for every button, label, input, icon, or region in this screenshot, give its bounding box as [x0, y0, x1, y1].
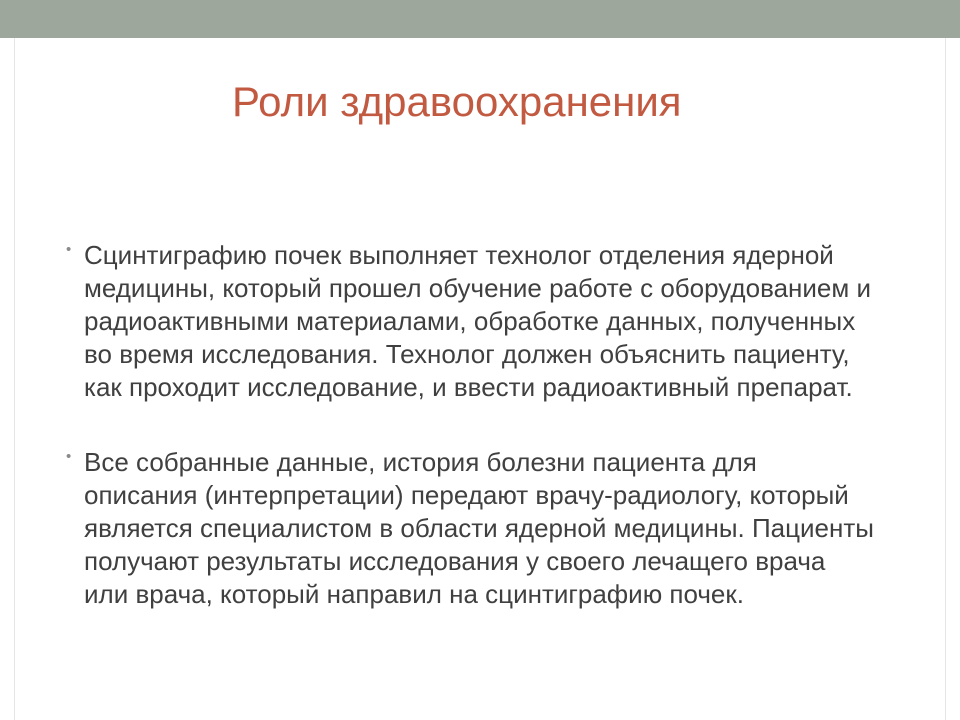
paragraph-line: во время исследования. Технолог должен объяснить пациенту, — [84, 339, 850, 369]
paragraph-line: получают результаты исследования у своего лечащего врача — [84, 546, 826, 576]
bullet-paragraph-1 — [66, 239, 934, 404]
paragraph-line: медицины, который прошел обучение работе с оборудованием и — [84, 273, 872, 303]
paragraph-line: или врача, который направил на сцинтиграфию почек. — [84, 579, 744, 609]
slide-title: Роли здравоохранения — [232, 78, 682, 125]
slide-top-bar — [0, 0, 960, 38]
bullet-dot-icon: • — [66, 241, 72, 258]
bullet-dot-icon: • — [66, 448, 72, 465]
paragraph-line: как проходит исследование, и ввести радиоактивный препарат. — [84, 372, 853, 402]
paragraph-line: Все собранные данные, история болезни пациента для — [84, 447, 757, 477]
slide-right-rule — [945, 38, 946, 720]
paragraph-line: является специалистом в области ядерной медицины. Пациенты — [84, 513, 874, 543]
paragraph-line: описания (интерпретации) передают врачу-радиологу, который — [84, 480, 849, 510]
slide-left-rule — [14, 38, 15, 720]
paragraph-line: радиоактивными материалами, обработке данных, полученных — [84, 306, 856, 336]
paragraph-line: Сцинтиграфию почек выполняет технолог отделения ядерной — [84, 240, 834, 270]
bullet-paragraph-2 — [66, 446, 934, 611]
